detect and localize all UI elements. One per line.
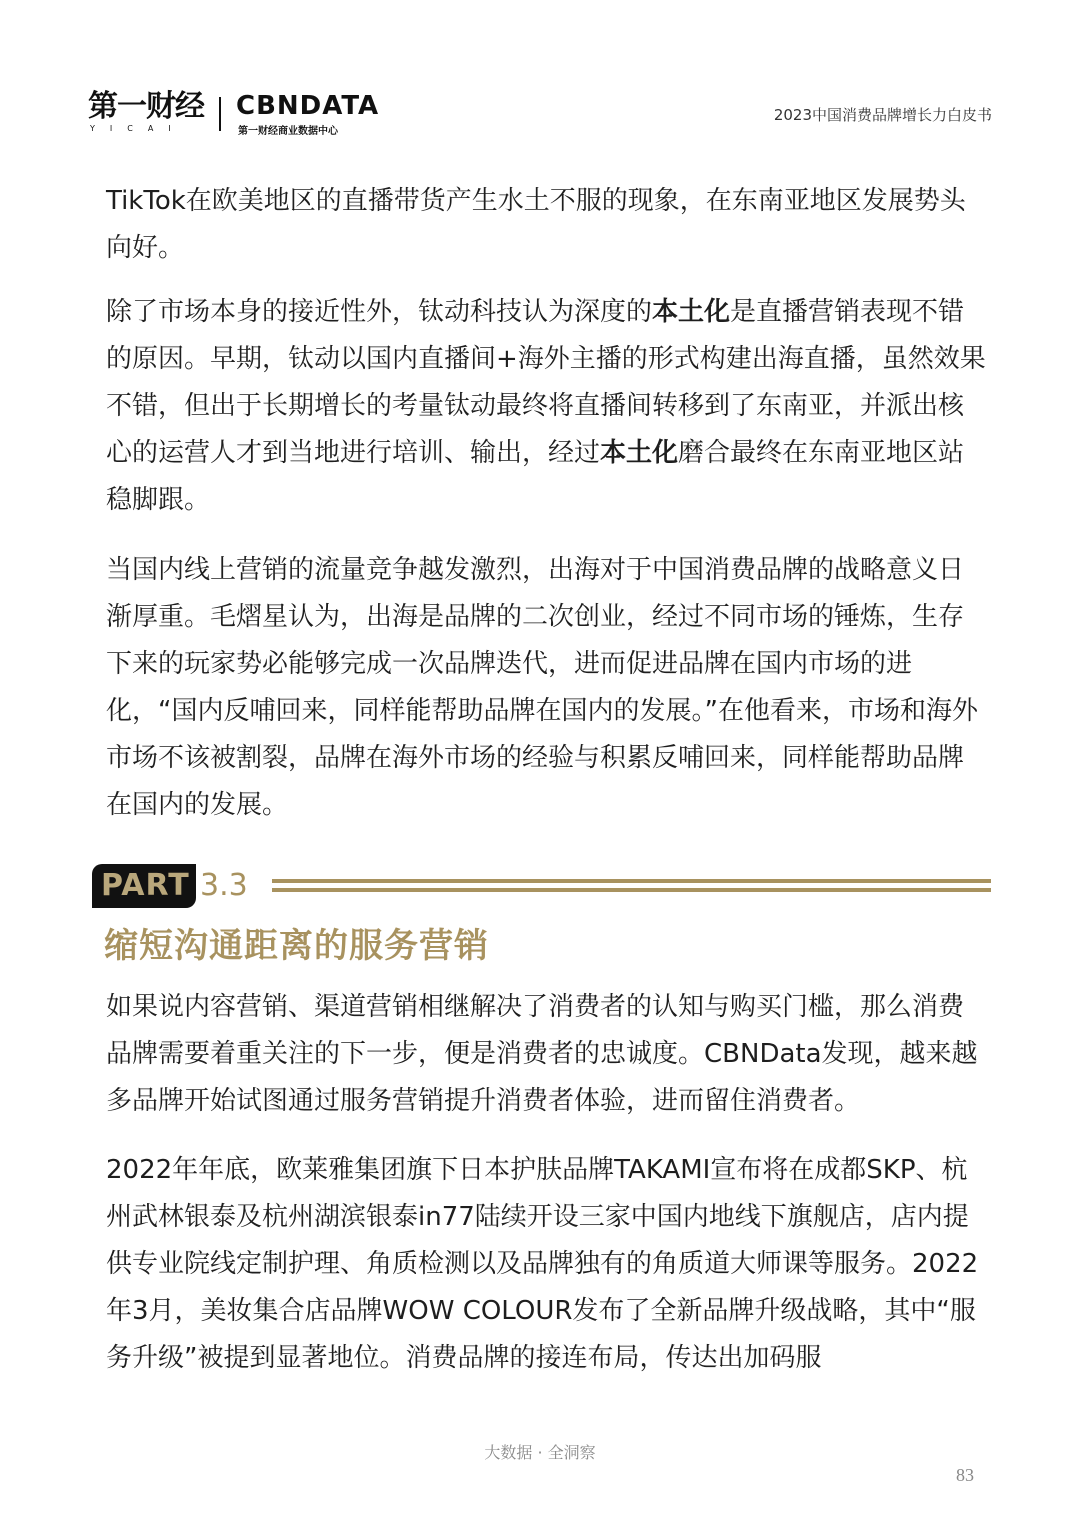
paragraph-2-text-c: 是直播营销表现不错的原因。早期，钛动以国内直播间+海外主播的形式构建出海直播，虽然效果不错，但出于长期增长的考量钛动最终将直播间转移到了东南亚，并派出核心的运营人才到当地进行培训、输出，经过 [106, 297, 986, 468]
logo-divider [219, 97, 221, 131]
paragraph-2 [106, 289, 986, 524]
paragraph-3: 当国内线上营销的流量竞争越发激烈，出海对于中国消费品牌的战略意义日渐厚重。毛熠星认为，出海是品牌的二次创业，经过不同市场的锤炼，生存下来的玩家势必能够完成一次品牌迭代，进而促进品牌在国内市场的进化，“国内反哺回来，同样能帮助品牌在国内的发展。”在他看来，市场和海外市场不该被割裂，品牌在海外市场的经验与积累反哺回来，同样能帮助品牌在国内的发展。 [106, 555, 978, 820]
report-title: 2023中国消费品牌增长力白皮书 [773, 106, 992, 124]
part-label: PART [101, 868, 190, 903]
yicai-logo-subtitle: YICAI [90, 124, 186, 133]
paragraph-4: 如果说内容营销、渠道营销相继解决了消费者的认知与购买门槛，那么消费品牌需要着重关注的下一步，便是消费者的忠诚度。CBNData发现，越来越多品牌开始试图通过服务营销提升消费者体验，进而留住消费者。 [106, 992, 978, 1116]
section-rule-top [272, 879, 991, 883]
paragraph-1: TikTok在欧美地区的直播带货产生水土不服的现象，在东南亚地区发展势头向好。 [106, 186, 966, 263]
paragraph-5: 2022年年底，欧莱雅集团旗下日本护肤品牌TAKAMI宣布将在成都SKP、杭州武林银泰及杭州湖滨银泰in77陆续开设三家中国内地线下旗舰店，店内提供专业院线定制护理、角质检测以及品牌独有的角质道大师课等服务。2022年3月，美妆集合店品牌WOW COLOUR发布了全新品牌升级战略，其中“服务升级”被提到显著地位。消费品牌的接连布局，传达出加码服 [106, 1155, 979, 1373]
yicai-logo: 第一财经 [88, 89, 204, 124]
paragraph-2-emphasis-2: 本土化 [600, 438, 679, 468]
section-title: 缩短沟通距离的服务营销 [104, 926, 489, 966]
paragraph-2-text-d: 磨合最终在东南亚地区站稳脚跟。 [106, 438, 965, 515]
footer-slogan: 大数据 · 全洞察 [484, 1443, 596, 1462]
part-number: 3.3 [200, 868, 248, 903]
page-number: 83 [956, 1465, 974, 1485]
section-rule-bottom [272, 888, 991, 892]
cbndata-logo: CBNDATA [236, 91, 380, 121]
paragraph-2-emphasis-1: 本土化 [652, 297, 731, 327]
paragraph-2-text-a: 除了市场本身的接近性外，钛动科技认为深度的 [106, 297, 653, 327]
cbndata-logo-subtitle: 第一财经商业数据中心 [238, 126, 338, 137]
